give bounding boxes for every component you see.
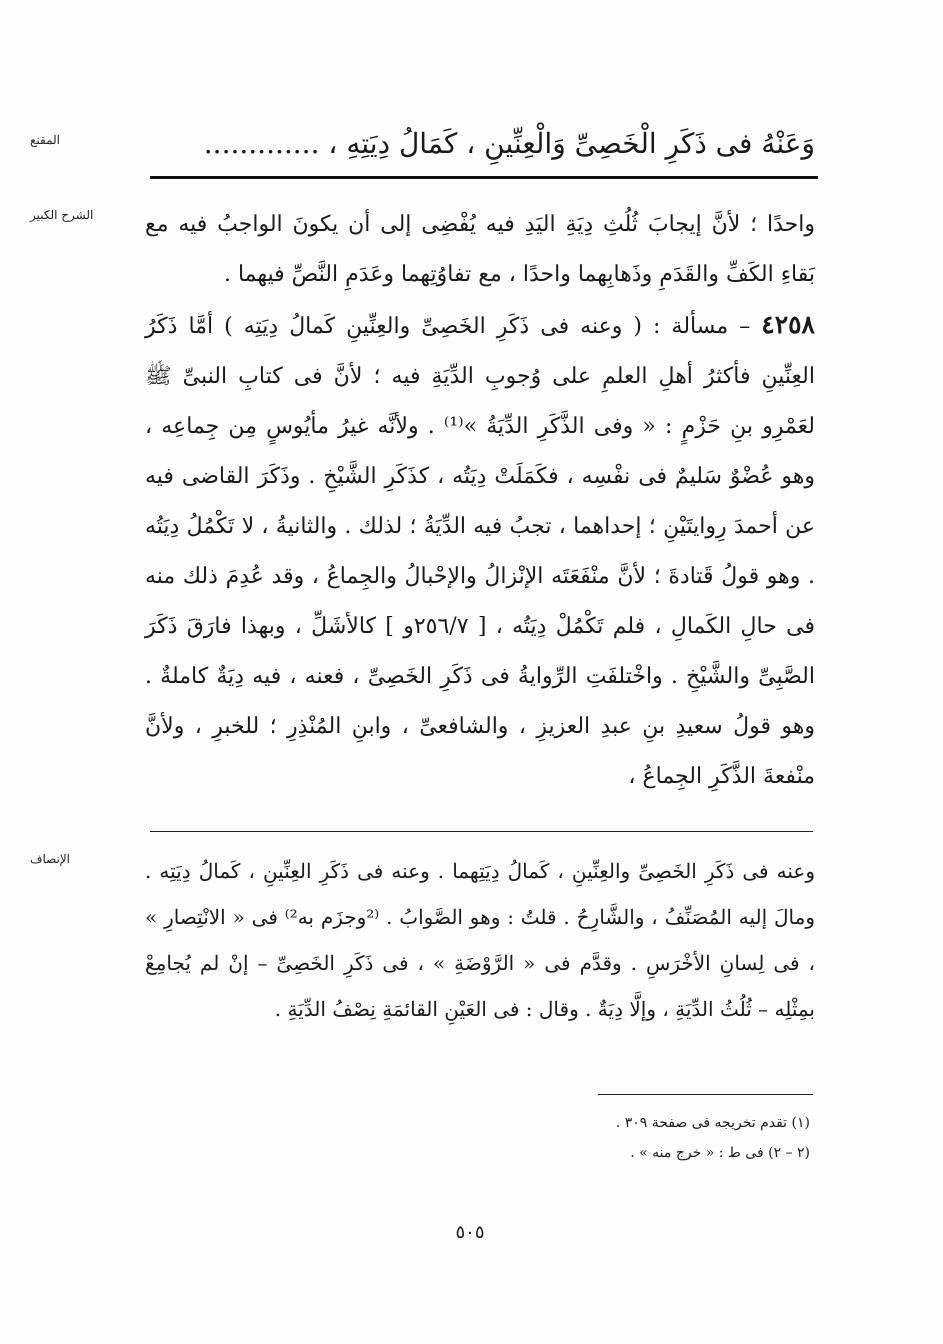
side-label-insaf: الإنصاف bbox=[30, 852, 71, 866]
sharh-body bbox=[145, 200, 815, 802]
muqni-heading: وَعَنْهُ فى ذَكَرِ الْخَصِىِّ وَالْعِنِّينِ ، كَمَالُ دِيَتِهِ ، ............. bbox=[203, 127, 815, 160]
sharh-paragraph-1: واحدًا ؛ لأنَّ إيجابَ ثُلُثِ دِيَةِ اليَدِ فيه يُفْضِى إلى أن يكونَ الواجبُ فيه مع بَقاءِ الكَفِّ والقَدَمِ وذَهابِهما واحدًا ، مع تفاوُتِهما وعَدَمِ النَّصِّ فيهما . bbox=[145, 212, 815, 287]
side-label-sharh: الشرح الكبير bbox=[30, 208, 94, 222]
issue-text: – مسألة : ( وعنه فى ذَكَرِ الخَصِىِّ والعِنِّينِ كَمالُ دِيَتِه ) أمَّا ذَكَرُ العِنِّينِ فأكثرُ أهلِ العلمِ على وُجوبِ الدِّيَةِ فيه ؛ لأنَّ فى كتابِ النبىِّ ﷺ لعَمْرِو بنِ حَزْمٍ : « وفى الذَّكَرِ الدِّيَةُ »⁽¹⁾ . ولأنَّه غيرُ مأيُوسٍ مِن جِماعِه ، وهو عُضْوٌ سَليمٌ فى نفْسِه ، فكَمَلَتْ دِيَتُه ، كذَكَرِ الشَّيْخِ . وذَكَرَ القاضى فيه عن أحمدَ رِوايتَيْنِ ؛ إحداهما ، تجبُ فيه الدِّيَةُ ؛ لذلك . والثانيةُ ، لا تَكْمُلُ دِيَتُه . وهو قولُ قَتادةَ ؛ لأنَّ منْفَعَتَه الإنْزالُ والإحْبالُ والجِماعُ ، وقد عُدِمَ ذلك منه فى حالِ الكَمالِ ، فلم تَكْمُلْ دِيَتُه ، [ ٢٥٦/٧و ] كالأشَلِّ ، وبهذا فارَقَ ذَكَرَ الصَّبِىِّ والشَّيْخِ . واخْتلفَتِ الرِّوايةُ فى ذَكَرِ الخَصِىِّ ، فعنه ، فيه دِيَةٌ كاملةٌ . وهو قولُ سعيدِ بنِ عبدِ العزيزِ ، والشافعىِّ ، وابنِ المُنْذِرِ ؛ للخبرِ ، ولأنَّ منْفعةَ الذَّكَرِ الجِماعُ ، bbox=[145, 314, 815, 789]
side-label-muqni: المقنع bbox=[30, 133, 61, 147]
heading-divider bbox=[150, 176, 818, 179]
footnote-divider bbox=[598, 1094, 813, 1095]
insaf-divider bbox=[150, 831, 813, 832]
footnote-2: (٢ – ٢) فى ط : « خرج منه » . bbox=[630, 1145, 810, 1161]
sharh-paragraph-2 bbox=[145, 300, 815, 802]
issue-number: ٤٢٥٨ bbox=[761, 310, 815, 339]
insaf-paragraph: وعنه فى ذَكَرِ الخَصِىِّ والعِنِّينِ ، كَمالُ دِيَتِهما . وعنه فى ذَكَرِ العِنِّينِ ، كَمالُ دِيَتِه . ومالَ إليه المُصَنِّفُ ، والشَّارِحُ . قلتُ : وهو الصَّوابُ . ⁽²وجزَم به²⁾ فى « الانْتِصارِ » ، فى لِسانِ الأخْرَسِ . وقدَّم فى « الرَّوْضَةِ » ، فى ذَكَرِ الخَصِىِّ – إنْ لم يُجامِعْ بمِثْلِه – ثُلُثُ الدِّيَةِ ، وإلَّا دِيَةٌ . وقال : فى العَيْنِ القائمَةِ نِصْفُ الدِّيَةِ . bbox=[145, 859, 815, 1021]
insaf-body bbox=[145, 848, 815, 1032]
page-number: ٥٠٥ bbox=[455, 1222, 485, 1243]
footnote-1: (١) تقدم تخريجه فى صفحة ٣٠٩ . bbox=[615, 1115, 810, 1131]
footnotes bbox=[400, 1108, 810, 1168]
